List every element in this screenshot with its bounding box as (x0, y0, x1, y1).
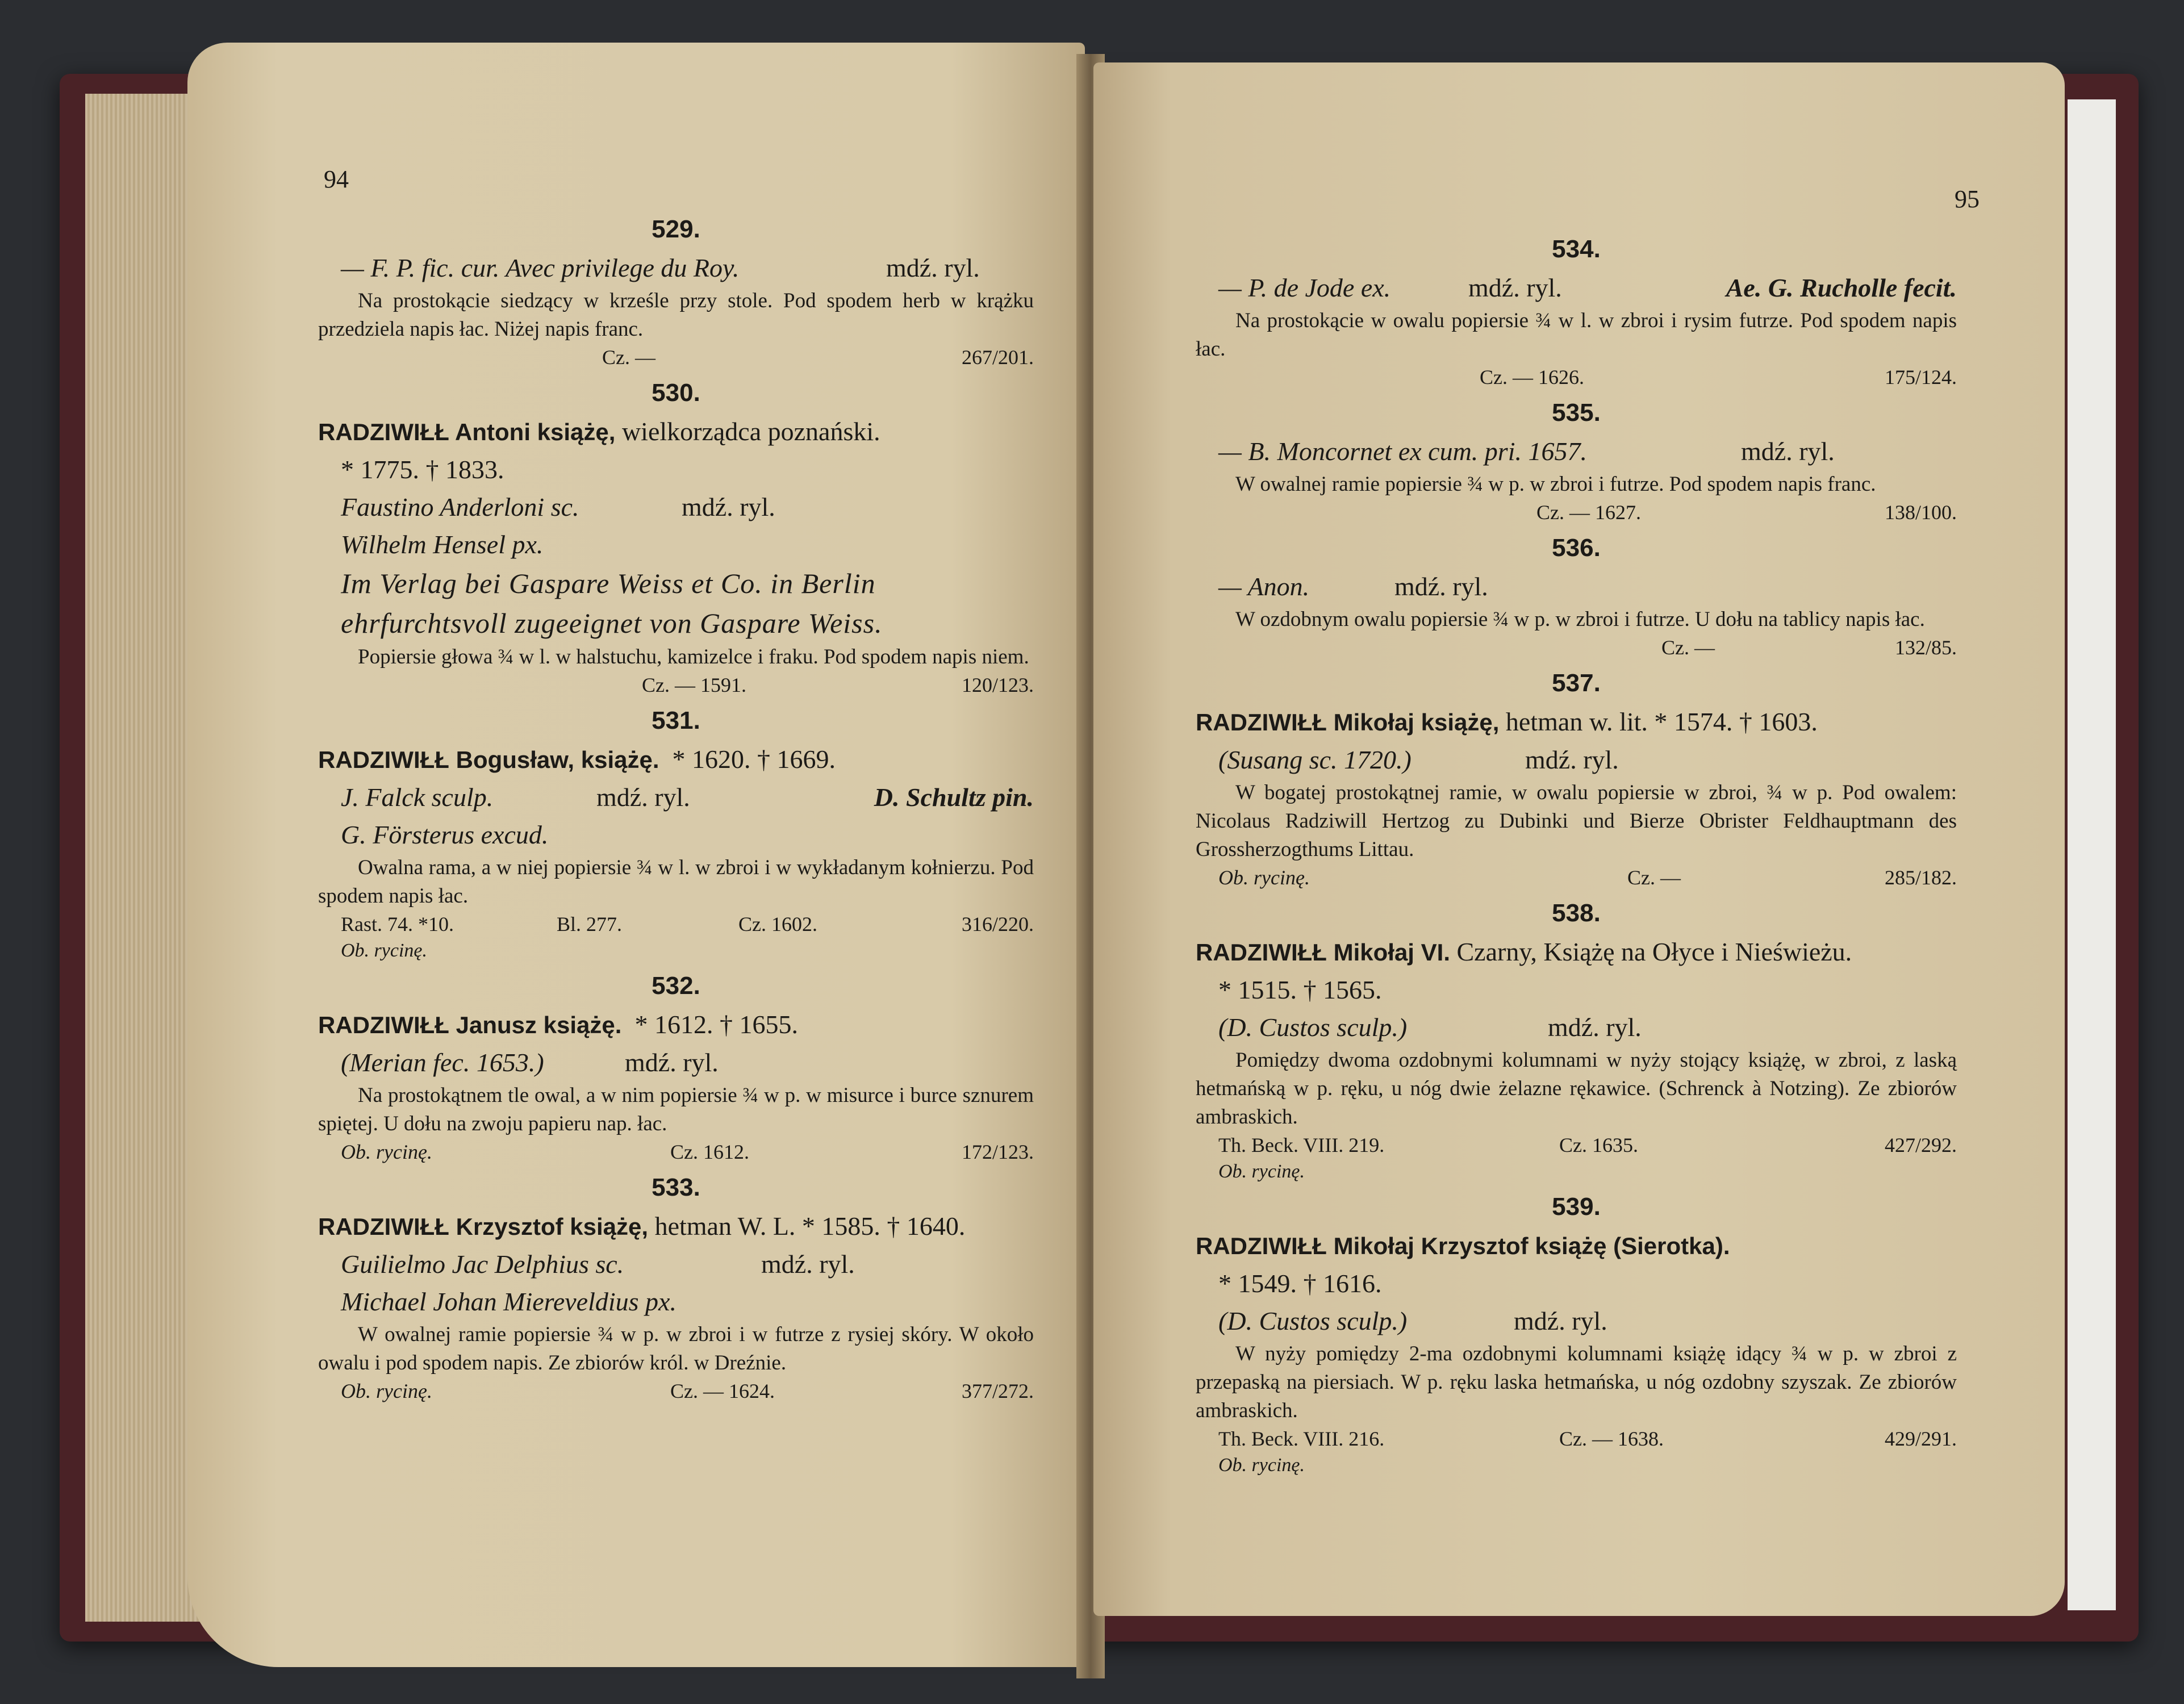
catalog-entry-537 (1196, 669, 1957, 891)
catalog-entry-532 (318, 972, 1034, 1166)
person-title: Czarny, Książę na Ołyce i Nieświeżu. (1450, 937, 1852, 966)
see-illustration: Ob. rycinę. (341, 1141, 432, 1163)
page-number-left: 94 (324, 165, 349, 193)
see-illustration: Ob. rycinę. (341, 1380, 432, 1402)
entry-heading (1196, 1227, 1957, 1265)
entry-refs (1196, 364, 1957, 391)
entry-description: W bogatej prostokątnej ramie, w owalu popiersie w zbroi, ¾ w p. Pod owalem: Nicolaus Radziwill Hertzog zu Dubinki und Bierze Obrister Feldhauptmann des Grossherzogthums Littau. (1196, 781, 1957, 861)
entry-refs (318, 1377, 1034, 1405)
person-dates: * 1612. † 1655. (634, 1010, 798, 1039)
catalog-entry-535 (1196, 399, 1957, 526)
person-name: RADZIWIŁŁ Mikołaj książę, (1196, 709, 1500, 736)
entry-heading (318, 1208, 1034, 1246)
catalog-entry-538 (1196, 899, 1957, 1185)
catalog-ref: 267/201. (961, 346, 1034, 369)
entry-artist-line (1196, 741, 1957, 779)
artist: — B. Moncornet ex cum. pri. 1657. (1218, 437, 1587, 466)
entry-refs (318, 344, 1034, 371)
entry-description: Pomiędzy dwoma ozdobnymi kolumnami w nyży stojący książę, w zbroi, z laską hetmańską w p. ręku, u nóg dwie żelazne rękawice. (Schrenck à Notzing). Ze zbiorów ambraskich. (1196, 1049, 1957, 1129)
cz-ref: Cz. 1635. (1559, 1134, 1638, 1156)
cz-ref: Cz. — (1627, 866, 1681, 889)
see-illustration: Ob. rycinę. (1218, 866, 1310, 889)
entry-artist-line-2: Michael Johan Miereveldius px. (341, 1287, 677, 1316)
entry-artist-line (1196, 568, 1957, 605)
entry-dates: * 1775. † 1833. (341, 455, 504, 484)
entry-artist-line (318, 249, 1034, 287)
cz-ref: Cz. — (602, 346, 655, 369)
person-title: wielkorządca poznański. (615, 417, 880, 446)
cz-ref: Cz. 1612. (670, 1141, 749, 1163)
entry-artist-line (318, 488, 1034, 526)
entry-number: 537. (1552, 669, 1601, 697)
left-page-content (318, 207, 1034, 1413)
catalog-ref: 429/291. (1884, 1427, 1957, 1450)
right-page-content (1196, 227, 1957, 1486)
artist: — Anon. (1218, 572, 1310, 601)
person-name: RADZIWIŁŁ Mikołaj Krzysztof książę (Sierotka). (1196, 1233, 1730, 1259)
catalog-ref: 132/85. (1894, 636, 1957, 659)
entry-number: 534. (1552, 235, 1601, 263)
artist: Faustino Anderloni sc. (341, 492, 579, 521)
cz-ref: Cz. — 1638. (1559, 1427, 1664, 1450)
artist: (D. Custos sculp.) (1218, 1306, 1408, 1335)
catalog-ref: 427/292. (1884, 1134, 1957, 1156)
cz-ref: Cz. — 1591. (642, 674, 746, 696)
entry-dates: * 1549. † 1616. (1218, 1269, 1382, 1298)
artist: (Susang sc. 1720.) (1218, 745, 1412, 774)
see-illustration: Ob. rycinę. (341, 940, 428, 961)
catalog-ref: 172/123. (961, 1141, 1034, 1163)
person-title: hetman w. lit. * 1574. † 1603. (1499, 707, 1818, 736)
cz-ref: Cz. — 1626. (1480, 366, 1584, 389)
entry-heading (318, 413, 1034, 451)
artist: (Merian fec. 1653.) (341, 1048, 544, 1077)
entry-description: Popiersie głowa ¾ w l. w halstuchu, kamizelce i fraku. Pod spodem napis niem. (358, 645, 1029, 669)
catalog-entry-534 (1196, 235, 1957, 391)
entry-refs (1196, 634, 1957, 661)
catalog-entry-533 (318, 1173, 1034, 1405)
entry-number: 531. (652, 707, 700, 734)
technique: mdź. ryl. (761, 1250, 855, 1279)
catalog-entry-530 (318, 379, 1034, 699)
technique: mdź. ryl. (1741, 437, 1835, 466)
technique: mdź. ryl. (1525, 745, 1619, 774)
artist: Guilielmo Jac Delphius sc. (341, 1250, 624, 1279)
person-dates: * 1620. † 1669. (672, 745, 836, 774)
cz-ref: Cz. 1602. (738, 913, 817, 935)
person-name: RADZIWIŁŁ Krzysztof książę, (318, 1213, 649, 1240)
entry-refs (318, 1138, 1034, 1166)
artist-right: Ae. G. Rucholle fecit. (1726, 273, 1957, 302)
person-name: RADZIWIŁŁ Bogusław, książę. (318, 746, 659, 773)
right-page (1093, 62, 2065, 1616)
catalog-ref: 138/100. (1884, 501, 1957, 524)
entry-heading (318, 741, 1034, 779)
catalog-ref: 175/124. (1884, 366, 1957, 389)
page-number-right: 95 (1955, 185, 1980, 213)
technique: mdź. ryl. (1548, 1013, 1642, 1042)
entry-heading (1196, 933, 1957, 971)
artist-right: D. Schultz pin. (874, 783, 1034, 812)
entry-dates: * 1515. † 1565. (1218, 975, 1382, 1004)
artist: — P. de Jode ex. (1218, 273, 1391, 302)
cz-ref: Cz. — 1624. (670, 1380, 775, 1402)
entry-heading (1196, 703, 1957, 741)
catalog-ref: 377/272. (961, 1380, 1034, 1402)
bl-ref: Bl. 277. (557, 913, 623, 935)
person-name: RADZIWIŁŁ Antoni książę, (318, 419, 616, 445)
catalog-entry-529 (318, 215, 1034, 371)
entry-artist-line (1196, 1009, 1957, 1046)
entry-artist-line (318, 1246, 1034, 1283)
catalog-entry-531 (318, 707, 1034, 964)
entry-description: W owalnej ramie popiersie ¾ w p. w zbroi i futrze. Pod spodem napis franc. (1235, 473, 1876, 496)
technique: mdź. ryl. (596, 783, 690, 812)
entry-number: 539. (1552, 1193, 1601, 1221)
entry-artist-line (318, 1044, 1034, 1081)
left-page (187, 43, 1085, 1667)
artist: (D. Custos sculp.) (1218, 1013, 1408, 1042)
entry-artist-line (318, 779, 1034, 816)
entry-artist-line-2: Wilhelm Hensel px. (341, 530, 544, 559)
entry-description: Na prostokącie w owalu popiersie ¾ w l. w zbroi i rysim futrze. Pod spodem napis łac. (1196, 309, 1957, 361)
th-beck-ref: Th. Beck. VIII. 219. (1218, 1134, 1385, 1156)
entry-description: W nyży pomiędzy 2-ma ozdobnymi kolumnami książę idący ¾ w p. w zbroi z przepaską na piersiach. W p. ręku laska hetmańska, u nóg ozdobny szyszak. Ze zbiorów ambraskich. (1196, 1342, 1957, 1422)
technique: mdź. ryl. (1514, 1306, 1607, 1335)
entry-heading (318, 1006, 1034, 1044)
entry-refs (318, 671, 1034, 699)
entry-refs (318, 911, 1034, 938)
see-illustration: Ob. rycinę. (1218, 1161, 1305, 1182)
entry-description: W owalnej ramie popiersie ¾ w p. w zbroi i w futrze z rysiej skóry. W około owalu i pod spodem napis. Ze zbiorów król. w Dreźnie. (318, 1323, 1034, 1375)
cz-ref: Cz. — 1627. (1536, 501, 1641, 524)
catalog-entry-536 (1196, 534, 1957, 661)
entry-description: Na prostokącie siedzący w krześle przy stole. Pod spodem herb w krążku przedziela napis łac. Niżej napis franc. (318, 289, 1034, 341)
entry-artist-line (1196, 1302, 1957, 1340)
technique: mdź. ryl. (682, 492, 775, 521)
entry-number: 530. (652, 379, 700, 407)
entry-refs (1196, 1425, 1957, 1452)
person-name: RADZIWIŁŁ Janusz książę. (318, 1012, 622, 1038)
entry-artist-line-2: G. Försterus excud. (341, 820, 549, 849)
entry-refs (1196, 864, 1957, 891)
catalog-entry-539 (1196, 1193, 1957, 1479)
technique: mdź. ryl. (1394, 572, 1488, 601)
catalog-ref: 285/182. (1884, 866, 1957, 889)
see-illustration: Ob. rycinę. (1218, 1455, 1305, 1476)
th-beck-ref: Th. Beck. VIII. 216. (1218, 1427, 1385, 1450)
entry-description: Na prostokątnem tle owal, a w nim popiersie ¾ w p. w misurce i burce sznurem spiętej. U dołu na zwoju papieru nap. łac. (318, 1084, 1034, 1135)
entry-description: Owalna rama, a w niej popiersie ¾ w l. w zbroi i w wykładanym kołnierzu. Pod spodem napis łac. (318, 856, 1034, 908)
entry-number: 536. (1552, 534, 1601, 562)
person-title: hetman W. L. * 1585. † 1640. (648, 1212, 966, 1241)
entry-refs (1196, 499, 1957, 526)
person-name: RADZIWIŁŁ Mikołaj VI. (1196, 939, 1450, 966)
entry-number: 538. (1552, 899, 1601, 927)
entry-number: 535. (1552, 399, 1601, 427)
catalog-ref: 120/123. (961, 674, 1034, 696)
technique: mdź. ryl. (886, 253, 980, 282)
entry-number: 532. (652, 972, 700, 1000)
page-edges-right (2068, 99, 2116, 1610)
entry-inscription: Im Verlag bei Gaspare Weiss et Co. in Berlin ehrfurchtsvoll zugeeignet von Gaspare Weiss. (341, 567, 883, 639)
artist: — F. P. fic. cur. Avec privilege du Roy. (341, 253, 740, 282)
rast-ref: Rast. 74. *10. (341, 913, 454, 935)
entry-artist-line (1196, 269, 1957, 307)
entry-number: 533. (652, 1173, 700, 1201)
technique: mdź. ryl. (1468, 273, 1562, 302)
entry-artist-line (1196, 433, 1957, 470)
entry-description: W ozdobnym owalu popiersie ¾ w p. w zbroi i futrze. U dołu na tablicy napis łac. (1235, 608, 1925, 631)
artist: J. Falck sculp. (341, 783, 494, 812)
entry-refs (1196, 1131, 1957, 1159)
entry-number: 529. (652, 215, 700, 243)
cz-ref: Cz. — (1661, 636, 1715, 659)
technique: mdź. ryl. (625, 1048, 719, 1077)
catalog-ref: 316/220. (961, 913, 1034, 935)
